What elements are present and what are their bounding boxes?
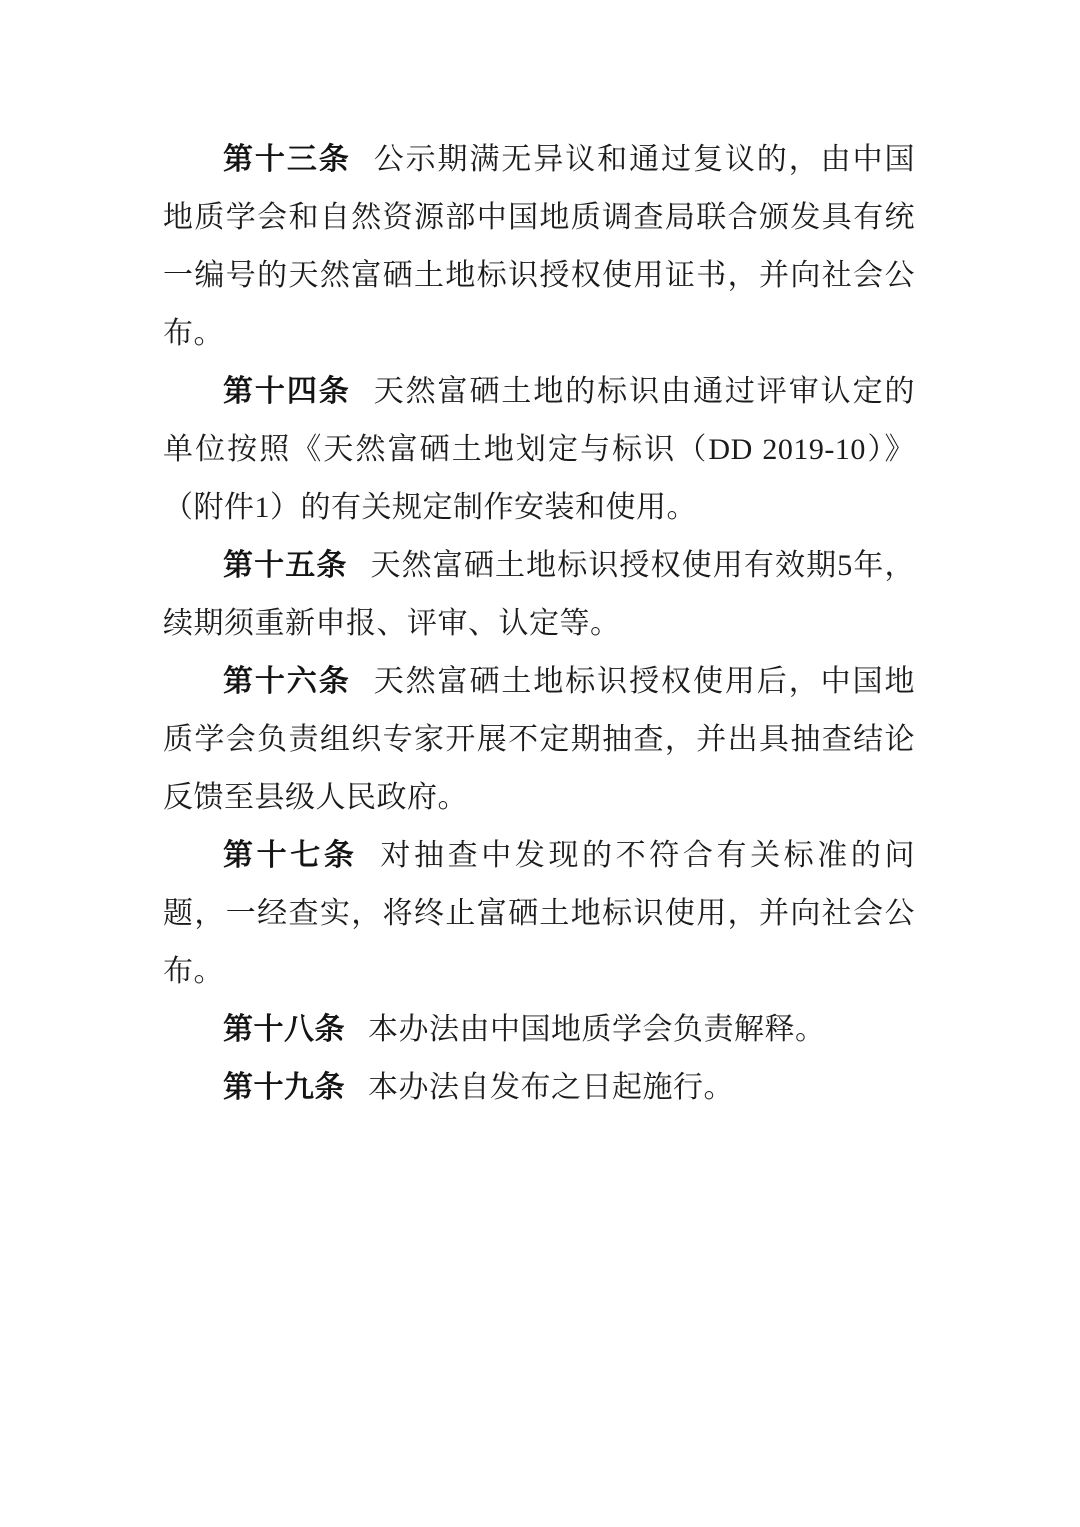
article-15-text: 天然富硒土地标识授权使用有效期5年，续期须重新申报、评审、认定等。 [163,549,916,640]
article-17-text: 对抽查中发现的不符合有关标准的问题，一经查实，将终止富硒土地标识使用，并向社会公布。 [163,839,916,988]
article-13-text: 公示期满无异议和通过复议的，由中国地质学会和自然资源部中国地质调查局联合颁发具有统一编号的天然富硒土地标识授权使用证书，并向社会公布。 [163,143,916,350]
article-14-text: 天然富硒土地的标识由通过评审认定的单位按照《天然富硒土地划定与标识（DD 2019-10）》（附件1）的有关规定制作安装和使用。 [163,375,916,524]
article-16-paragraph [163,653,915,827]
article-15-paragraph [163,537,915,653]
article-18-number: 第十八条 [223,1013,345,1046]
article-17-number: 第十七条 [223,839,358,872]
article-13-paragraph [163,131,915,363]
article-19-paragraph [163,1059,915,1117]
article-15-number: 第十五条 [223,549,348,582]
article-14-paragraph [163,363,915,537]
article-14-number: 第十四条 [223,375,351,408]
article-19-text: 本办法自发布之日起施行。 [368,1071,734,1104]
article-18-text: 本办法由中国地质学会负责解释。 [368,1013,826,1046]
article-18-paragraph [163,1001,915,1059]
article-16-number: 第十六条 [223,665,351,698]
article-17-paragraph [163,827,915,1001]
article-16-text: 天然富硒土地标识授权使用后，中国地质学会负责组织专家开展不定期抽查，并出具抽查结论反馈至县级人民政府。 [163,665,916,814]
article-19-number: 第十九条 [223,1071,345,1104]
article-13-number: 第十三条 [223,143,351,176]
document-body [163,131,915,1117]
